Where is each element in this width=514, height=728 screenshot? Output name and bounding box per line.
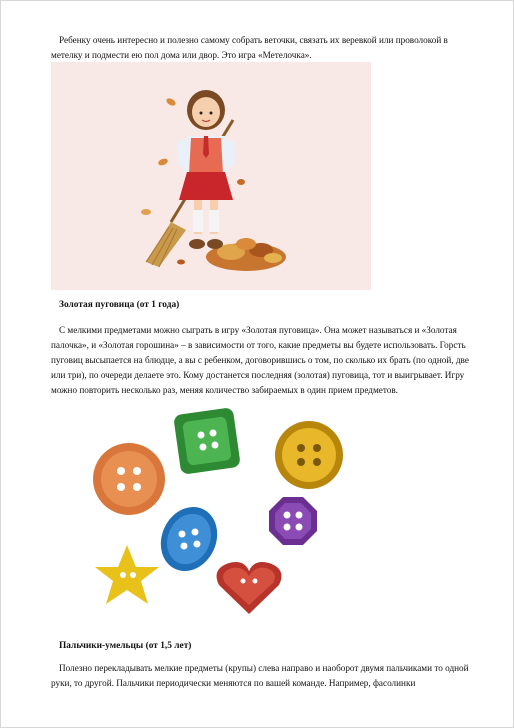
girl-sweeping-illustration	[51, 62, 371, 290]
purple-octagon-button-icon	[269, 497, 317, 545]
orange-button-icon	[93, 443, 165, 515]
heading-fingers: Пальчики-умельцы (от 1,5 лет)	[59, 641, 192, 651]
paragraph-intro: Ребенку очень интересно и полезно самому собрать веточки, связать их веревкой или проволокой в метелку и подмести ею пол дома или двор. Это игра «Метелочка».	[51, 35, 448, 60]
paragraph-fingers: Полезно перекладывать мелкие предметы (крупы) слева направо и наоборот двумя пальчиками то одной руки, то другой. Пальчики периодически меняются по вашей команде. Например, фасолинки	[51, 663, 469, 688]
gold-button-icon	[275, 421, 343, 489]
green-square-button-icon	[173, 407, 241, 475]
paragraph-golden-button: С мелкими предметами можно сыграть в игру «Золотая пуговица». Она может называться и «Золотая палочка», и «Золотая горошина» – в зависимости от того, какие предметы вы будете использовать. Горсть пуговиц высыпается на блюдце, а вы с ребенком, договорившись о том, по сколько их брать (по одной, две или три), по очереди делаете это. Кому достанется последняя (золотая) пуговица, тот и выигрывает. Игру можно повторить несколько раз, меняя количество забираемых в один прием предметов.	[51, 325, 469, 395]
buttons-illustration	[51, 399, 371, 629]
heading-golden-button: Золотая пуговица (от 1 года)	[59, 300, 180, 310]
